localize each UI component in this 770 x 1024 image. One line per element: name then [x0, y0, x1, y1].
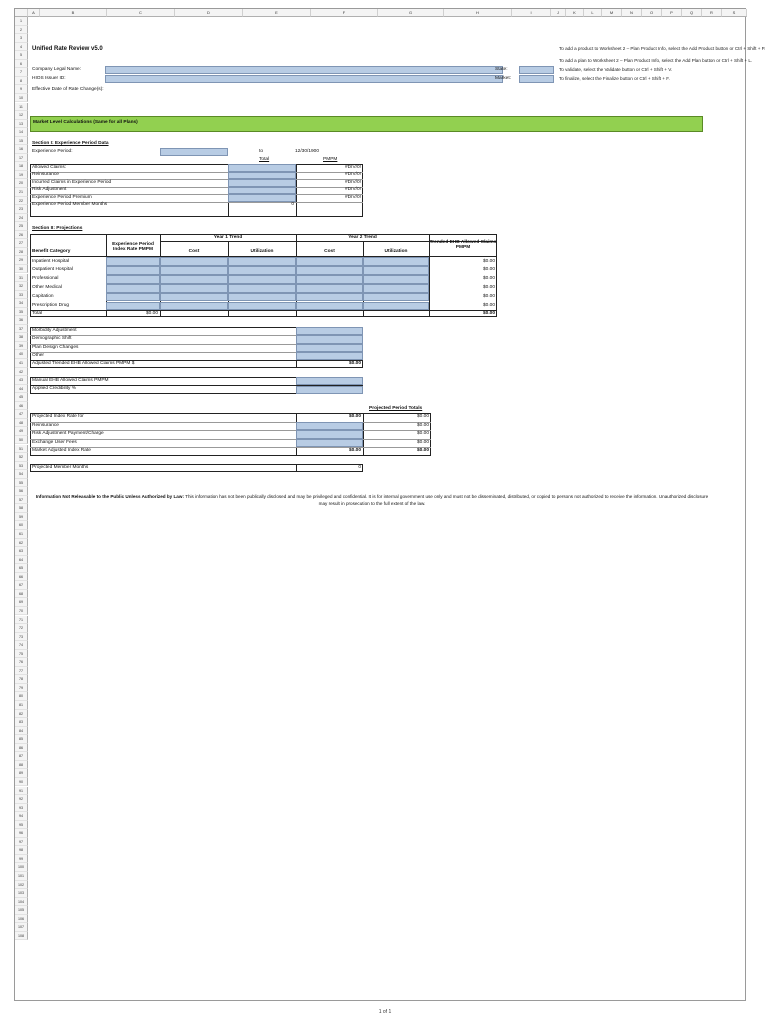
row-number[interactable]: 54: [15, 470, 28, 479]
adjustment-input[interactable]: [296, 335, 363, 343]
market-level-banner-text: Market Level Calculations (Same for all Plans): [33, 120, 138, 125]
projection-input-cell[interactable]: [363, 284, 429, 293]
row-number[interactable]: 20: [15, 179, 28, 188]
projection-input-cell[interactable]: [296, 284, 363, 293]
adjustment-label: Demographic Shift: [32, 336, 72, 342]
column-header[interactable]: R: [702, 9, 722, 17]
row-number[interactable]: 32: [15, 282, 28, 291]
projection-input-cell[interactable]: [160, 284, 228, 293]
column-header[interactable]: S: [722, 9, 747, 17]
row-number[interactable]: 37: [15, 325, 28, 334]
projected-input[interactable]: [296, 430, 363, 439]
company-legal-name-label: Company Legal Name:: [32, 67, 82, 72]
row-number[interactable]: 14: [15, 128, 28, 137]
column-header[interactable]: E: [243, 9, 311, 17]
effective-date-label: Effective Date of Rate Change(s):: [32, 87, 104, 92]
experience-pmpm-value: #DIV/0!: [345, 187, 361, 192]
row-number[interactable]: 11: [15, 103, 28, 112]
column-header[interactable]: P: [662, 9, 682, 17]
column-header[interactable]: I: [512, 9, 551, 17]
year1-cost-header: Cost: [188, 249, 200, 254]
row-number[interactable]: 58: [15, 504, 28, 513]
row-number[interactable]: 69: [15, 598, 28, 607]
projected-total-value: $0.00: [416, 439, 429, 445]
row-number[interactable]: 9: [15, 85, 28, 94]
experience-pmpm-value: #DIV/0!: [345, 164, 361, 170]
row-number[interactable]: 13: [15, 120, 28, 129]
benefit-category-label: Capitation: [32, 294, 54, 300]
row-number[interactable]: 25: [15, 222, 28, 231]
experience-row-label: Experience Period Premium: [32, 194, 92, 200]
projected-total-value: $0.00: [416, 414, 429, 419]
experience-total-input[interactable]: [228, 164, 296, 172]
projection-input-cell[interactable]: [228, 266, 296, 275]
row-number[interactable]: 44: [15, 385, 28, 394]
row-number[interactable]: 7: [15, 68, 28, 77]
column-header[interactable]: L: [584, 9, 602, 17]
row-number[interactable]: 94: [15, 812, 28, 821]
row-number[interactable]: 42: [15, 368, 28, 377]
row-number[interactable]: 74: [15, 641, 28, 650]
row-number[interactable]: 17: [15, 154, 28, 163]
row-number[interactable]: 22: [15, 197, 28, 206]
column-header[interactable]: N: [622, 9, 642, 17]
spreadsheet-sheet: [14, 8, 766, 1001]
sheet-corner[interactable]: [15, 9, 28, 17]
column-header[interactable]: G: [378, 9, 444, 17]
experience-period-label: Experience Period:: [32, 149, 73, 154]
projection-input-cell[interactable]: [296, 293, 363, 302]
projection-input-cell[interactable]: [106, 257, 160, 266]
projection-input-cell[interactable]: [160, 302, 228, 311]
experience-total-input[interactable]: [228, 179, 296, 187]
row-number[interactable]: 34: [15, 299, 28, 308]
row-number[interactable]: 104: [15, 898, 28, 907]
trended-ehb-value: $0.00: [482, 294, 495, 300]
experience-total-input[interactable]: [228, 194, 296, 202]
hios-issuer-id-input[interactable]: [105, 75, 503, 83]
row-number[interactable]: 90: [15, 778, 28, 787]
row-number[interactable]: 41: [15, 359, 28, 368]
projection-input-cell[interactable]: [363, 302, 429, 311]
column-header[interactable]: A: [28, 9, 40, 17]
row-number[interactable]: 105: [15, 906, 28, 915]
manual-ehb-label: Manual EHB Allowed Claims PMPM: [32, 378, 109, 383]
row-number[interactable]: 50: [15, 436, 28, 445]
experience-row-label: Allowed Claims:: [32, 164, 67, 170]
row-number[interactable]: 107: [15, 923, 28, 932]
row-number[interactable]: 16: [15, 145, 28, 154]
benefit-category-label: Other Medical: [32, 285, 62, 291]
adjustment-input[interactable]: [296, 352, 363, 360]
row-number[interactable]: 39: [15, 342, 28, 351]
row-number[interactable]: 99: [15, 855, 28, 864]
note-finalize: To finalize, select the Finalize button or Ctrl + Shift + F.: [559, 76, 670, 81]
row-number[interactable]: 2: [15, 26, 28, 35]
trended-ehb-header: Trended EHB Allowed Claims PMPM: [429, 240, 497, 250]
benefit-category-label: Inpatient Hospital: [32, 258, 70, 264]
column-header[interactable]: H: [444, 9, 512, 17]
projected-value: $0.00: [348, 414, 361, 419]
pmpm-header: PMPM: [323, 157, 338, 162]
column-header[interactable]: C: [107, 9, 175, 17]
column-header[interactable]: F: [311, 9, 378, 17]
row-number[interactable]: 87: [15, 752, 28, 761]
state-label: State:: [495, 67, 508, 72]
adjustment-label: Other: [32, 352, 44, 358]
row-number[interactable]: 75: [15, 650, 28, 659]
projected-input[interactable]: [296, 439, 363, 448]
experience-row-label: Incurred Claims in Experience Period: [32, 179, 112, 185]
column-header[interactable]: M: [602, 9, 622, 17]
benefit-category-header: Benefit Category: [32, 249, 71, 254]
experience-pmpm-value: #DIV/0!: [345, 194, 361, 200]
row-number[interactable]: 100: [15, 863, 28, 872]
row-number[interactable]: 88: [15, 761, 28, 770]
row-number[interactable]: 18: [15, 162, 28, 171]
company-legal-name-input[interactable]: [105, 66, 503, 74]
trended-ehb-value: $0.00: [482, 267, 495, 273]
row-number[interactable]: 38: [15, 333, 28, 342]
projection-input-cell[interactable]: [296, 275, 363, 284]
row-number[interactable]: 53: [15, 462, 28, 471]
row-number[interactable]: 1: [15, 17, 28, 26]
trended-ehb-value: $0.00: [482, 258, 495, 264]
note-add-plan: To add a plan to Worksheet 2 – Plan Product Info, select the Add Plan button or Ctrl + Shift + L.: [559, 58, 753, 63]
row-number[interactable]: 96: [15, 829, 28, 838]
projected-row-label: Risk Adjustment Payment/Charge: [32, 431, 104, 437]
projection-input-cell[interactable]: [106, 284, 160, 293]
year2-cost-header: Cost: [324, 249, 335, 254]
adjustment-input[interactable]: [296, 344, 363, 352]
row-number[interactable]: 71: [15, 616, 28, 625]
projection-input-cell[interactable]: [296, 302, 363, 311]
projection-input-cell[interactable]: [363, 257, 429, 266]
projections-total-trended: $0.00: [482, 311, 495, 316]
row-number[interactable]: 70: [15, 607, 28, 616]
experience-total-input[interactable]: [228, 187, 296, 195]
adjusted-trended-label: Adjusted Trended EHB Allowed Claims PMPM $: [32, 361, 135, 366]
row-number[interactable]: 45: [15, 393, 28, 402]
applied-credibility-input[interactable]: [296, 386, 363, 394]
experience-member-months-value: 0: [291, 202, 294, 207]
row-number[interactable]: 30: [15, 265, 28, 274]
row-number[interactable]: 106: [15, 915, 28, 924]
row-number[interactable]: 8: [15, 77, 28, 86]
adjustment-label: Plan Design Changes: [32, 344, 79, 350]
row-number[interactable]: 80: [15, 692, 28, 701]
row-number[interactable]: 15: [15, 137, 28, 146]
row-number[interactable]: 84: [15, 727, 28, 736]
row-number[interactable]: 19: [15, 171, 28, 180]
row-number[interactable]: 98: [15, 846, 28, 855]
row-number[interactable]: 5: [15, 51, 28, 60]
row-number[interactable]: 35: [15, 308, 28, 317]
experience-total-input[interactable]: [228, 172, 296, 180]
year1-trend-header: Year 1 Trend: [213, 235, 243, 240]
year1-utilization-header: Utilization: [250, 249, 274, 254]
projected-total-value: $0.00: [416, 422, 429, 428]
row-number[interactable]: 29: [15, 256, 28, 265]
column-header[interactable]: B: [40, 9, 107, 17]
to-label: to: [259, 149, 264, 154]
projection-input-cell[interactable]: [160, 293, 228, 302]
row-number[interactable]: 10: [15, 94, 28, 103]
experience-row-label: Risk Adjustment: [32, 187, 67, 192]
adjustment-label: Morbidity Adjustment: [32, 328, 77, 333]
row-number[interactable]: 82: [15, 710, 28, 719]
row-number[interactable]: 73: [15, 633, 28, 642]
applied-credibility-label: Applied Credibility %: [32, 386, 76, 391]
section1-title: Section I: Experience Period Data: [32, 141, 109, 146]
row-number[interactable]: 67: [15, 581, 28, 590]
row-number[interactable]: 49: [15, 427, 28, 436]
row-number[interactable]: 33: [15, 291, 28, 300]
column-header[interactable]: O: [642, 9, 662, 17]
row-number[interactable]: 102: [15, 881, 28, 890]
projected-value: $0.00: [348, 448, 361, 454]
row-number[interactable]: 23: [15, 205, 28, 214]
row-number[interactable]: 86: [15, 744, 28, 753]
trended-ehb-value: $0.00: [482, 285, 495, 291]
experience-pmpm-value: #DIV/0!: [345, 172, 361, 177]
column-header[interactable]: D: [175, 9, 243, 17]
adjusted-trended-value: $0.00: [348, 361, 361, 366]
row-number[interactable]: 59: [15, 513, 28, 522]
column-header[interactable]: K: [566, 9, 584, 17]
row-number[interactable]: 65: [15, 564, 28, 573]
market-input[interactable]: [519, 75, 554, 83]
projection-input-cell[interactable]: [106, 266, 160, 275]
market-label: Market:: [495, 76, 511, 81]
experience-pmpm-value: #DIV/0!: [345, 179, 361, 185]
row-number[interactable]: 48: [15, 419, 28, 428]
section2-title: Section II: Projections: [32, 226, 83, 231]
row-number[interactable]: 92: [15, 795, 28, 804]
row-number[interactable]: 85: [15, 735, 28, 744]
year2-trend-header: Year 2 Trend: [348, 235, 377, 240]
row-number[interactable]: 72: [15, 624, 28, 633]
experience-row-label: Reinsurance: [32, 172, 59, 177]
projection-input-cell[interactable]: [106, 293, 160, 302]
benefit-category-label: Prescription Drug: [32, 303, 70, 308]
row-number[interactable]: 68: [15, 590, 28, 599]
experience-end-date: 12/30/1900: [295, 149, 320, 154]
row-number[interactable]: 78: [15, 675, 28, 684]
row-number[interactable]: 24: [15, 214, 28, 223]
row-number[interactable]: 63: [15, 547, 28, 556]
row-number[interactable]: 55: [15, 479, 28, 488]
row-number[interactable]: 64: [15, 556, 28, 565]
row-number[interactable]: 79: [15, 684, 28, 693]
manual-ehb-input[interactable]: [296, 377, 363, 385]
row-number[interactable]: 26: [15, 231, 28, 240]
row-number[interactable]: 66: [15, 573, 28, 582]
trended-ehb-value: $0.00: [482, 276, 495, 282]
projected-row-label: Market Adjusted Index Rate: [32, 448, 91, 454]
row-number[interactable]: 27: [15, 239, 28, 248]
row-number[interactable]: 62: [15, 539, 28, 548]
row-number[interactable]: 60: [15, 521, 28, 530]
experience-member-months-label: Experience Period Member Months: [32, 202, 108, 207]
projection-input-cell[interactable]: [363, 266, 429, 275]
note-add-product: To add a product to Worksheet 2 – Plan Product Info, select the Add Product button or Ctrl + Shift + P.: [559, 46, 766, 51]
row-number[interactable]: 83: [15, 718, 28, 727]
state-input[interactable]: [519, 66, 554, 74]
projection-input-cell[interactable]: [160, 266, 228, 275]
row-number[interactable]: 31: [15, 274, 28, 283]
projection-input-cell[interactable]: [296, 266, 363, 275]
projection-input-cell[interactable]: [363, 293, 429, 302]
row-number[interactable]: 61: [15, 530, 28, 539]
benefit-category-label: Professional: [32, 276, 59, 282]
projected-row-label: Exchange User Fees: [32, 439, 77, 445]
row-number[interactable]: 57: [15, 496, 28, 505]
row-number[interactable]: 108: [15, 932, 28, 941]
projected-row-label: Projected Index Rate for: [32, 414, 84, 419]
row-number[interactable]: 43: [15, 376, 28, 385]
adjustment-input[interactable]: [296, 327, 363, 335]
row-number[interactable]: 28: [15, 248, 28, 257]
projection-input-cell[interactable]: [363, 275, 429, 284]
projected-member-months-value: 0: [358, 465, 361, 470]
row-number[interactable]: 81: [15, 701, 28, 710]
sheet-title: Unified Rate Review v5.0: [32, 46, 103, 52]
projection-input-cell[interactable]: [228, 257, 296, 266]
projection-input-cell[interactable]: [296, 257, 363, 266]
exp-index-rate-header: Experience Period Index Rate PMPM: [112, 242, 154, 252]
page-number: 1 of 1: [378, 1009, 392, 1015]
projection-input-cell[interactable]: [106, 275, 160, 284]
row-number[interactable]: 36: [15, 316, 28, 325]
market-level-banner: [30, 116, 703, 132]
projected-member-months-label: Projected Member Months: [32, 465, 89, 470]
projection-input-cell[interactable]: [160, 257, 228, 266]
projection-input-cell[interactable]: [228, 302, 296, 311]
disclaimer: [32, 494, 712, 507]
projected-input[interactable]: [296, 422, 363, 431]
projected-total-value: $0.00: [416, 448, 429, 454]
row-number[interactable]: 12: [15, 111, 28, 120]
row-number[interactable]: 4: [15, 43, 28, 52]
row-number[interactable]: 97: [15, 838, 28, 847]
row-number[interactable]: 46: [15, 402, 28, 411]
row-number[interactable]: 6: [15, 60, 28, 69]
trended-ehb-value: $0.00: [482, 303, 495, 308]
disclaimer-bold: Information Not Releasable to the Public Unless Authorized by Law:: [35, 494, 184, 499]
row-number[interactable]: 103: [15, 889, 28, 898]
projection-input-cell[interactable]: [228, 293, 296, 302]
row-number[interactable]: 89: [15, 769, 28, 778]
projection-input-cell[interactable]: [228, 275, 296, 284]
projection-input-cell[interactable]: [160, 275, 228, 284]
row-number[interactable]: 77: [15, 667, 28, 676]
row-number[interactable]: 101: [15, 872, 28, 881]
projected-row-label: Reinsurance: [32, 422, 59, 428]
row-number[interactable]: 40: [15, 350, 28, 359]
experience-period-start-input[interactable]: [160, 148, 228, 156]
note-validate: To validate, select the Validate button or Ctrl + Shift + V.: [559, 67, 673, 72]
disclaimer-text: This information has not been publically disclosed and may be privileged and confidential. It is for internal government use only and must not be disseminated, distributed, or copied to persons not authorized to receive the information. Unauthorized disclosure may result in prosecution to the full extent of the law.: [185, 494, 709, 506]
row-number[interactable]: 95: [15, 821, 28, 830]
year2-utilization-header: Utilization: [384, 249, 408, 254]
total-header: Total: [259, 157, 270, 162]
projected-totals-header: Projected Period Totals: [369, 406, 423, 411]
column-header[interactable]: J: [551, 9, 566, 17]
projected-total-value: $0.00: [416, 431, 429, 437]
projections-total-label: Total: [32, 311, 43, 316]
row-number[interactable]: 56: [15, 487, 28, 496]
row-number[interactable]: 47: [15, 410, 28, 419]
projection-input-cell[interactable]: [106, 302, 160, 311]
row-number[interactable]: 52: [15, 453, 28, 462]
hios-issuer-id-label: HIOS Issuer ID:: [32, 76, 66, 81]
row-number[interactable]: 93: [15, 804, 28, 813]
column-header[interactable]: Q: [682, 9, 702, 17]
row-number[interactable]: 3: [15, 34, 28, 43]
row-number[interactable]: 91: [15, 787, 28, 796]
projections-total-exp: $0.00: [145, 311, 158, 316]
row-number[interactable]: 21: [15, 188, 28, 197]
benefit-category-label: Outpatient Hospital: [32, 267, 73, 273]
row-number[interactable]: 76: [15, 658, 28, 667]
row-number[interactable]: 51: [15, 445, 28, 454]
projection-input-cell[interactable]: [228, 284, 296, 293]
